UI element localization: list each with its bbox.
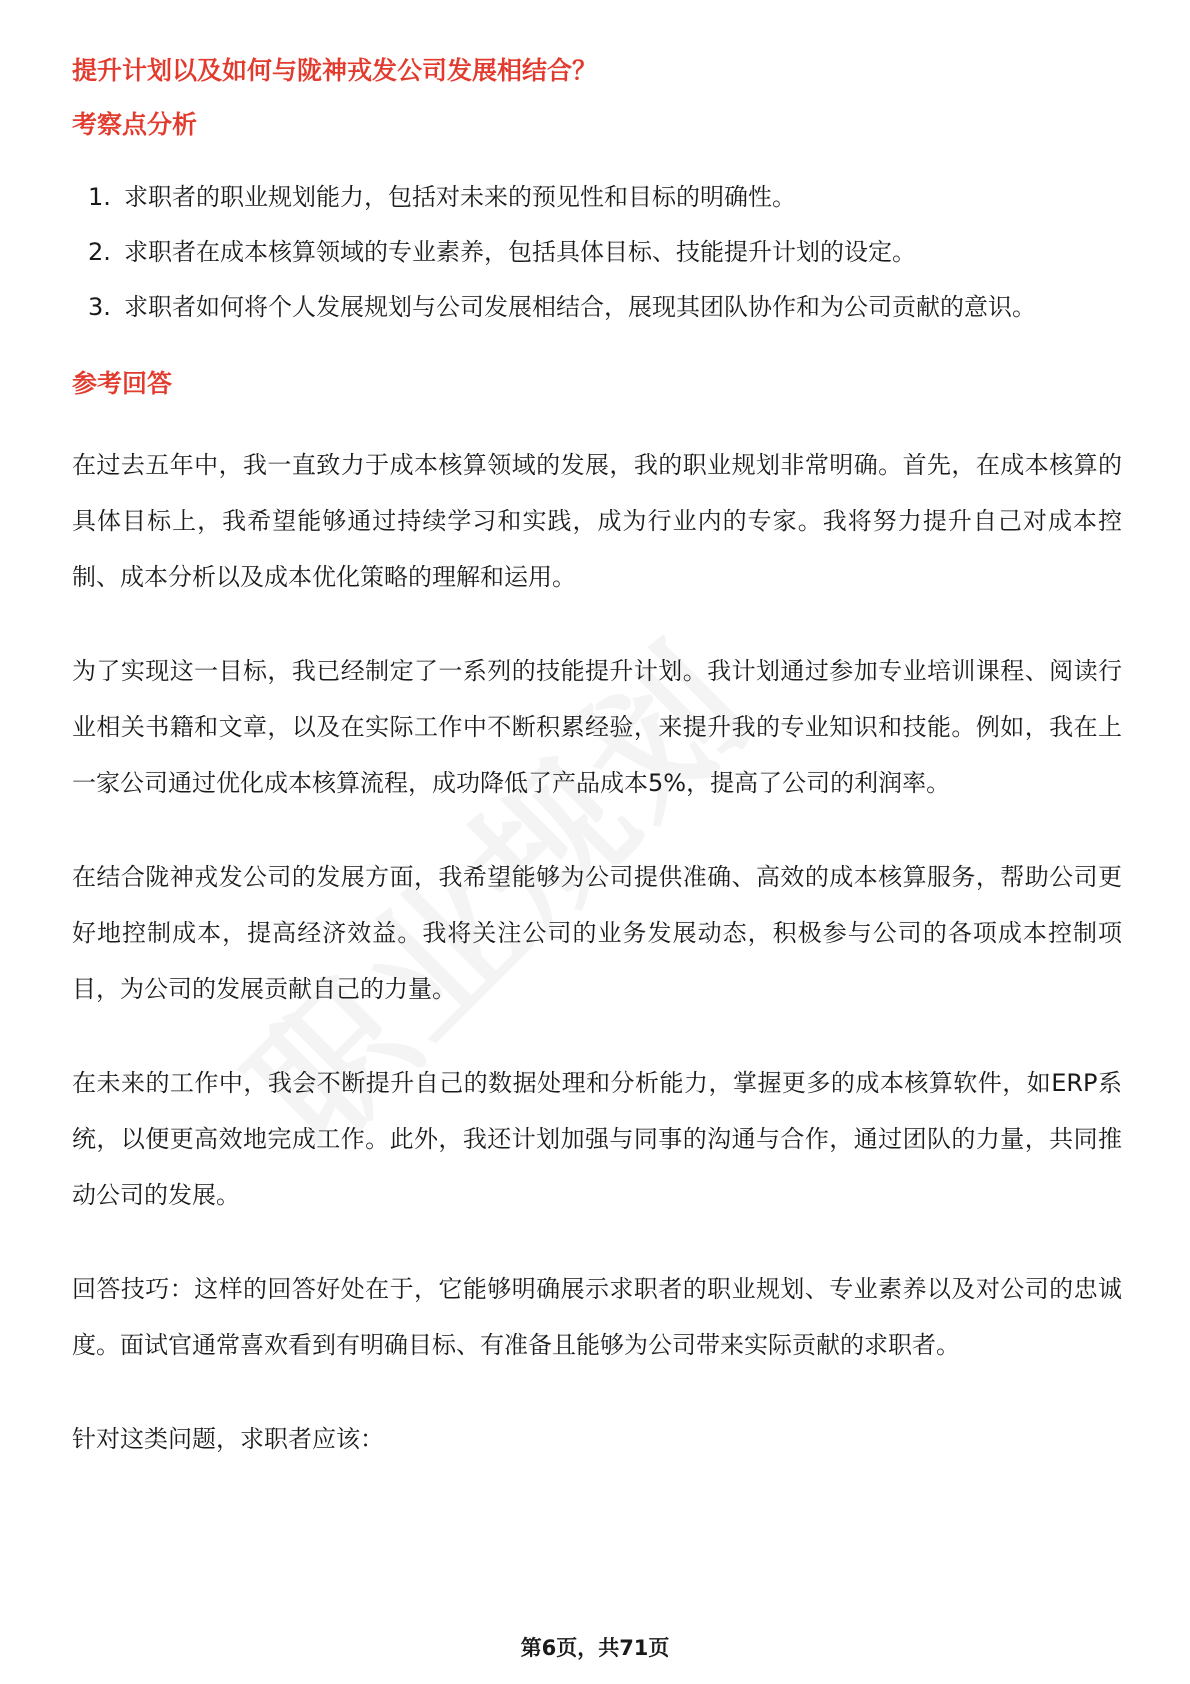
page-content xyxy=(72,48,1122,1467)
list-item-number: 1. xyxy=(88,183,111,211)
answer-heading: 参考回答 xyxy=(72,369,173,398)
list-item-text: 求职者的职业规划能力，包括对未来的预见性和目标的明确性。 xyxy=(124,183,796,211)
list-item-number: 3. xyxy=(88,293,111,321)
answer-paragraph: 为了实现这一目标，我已经制定了一系列的技能提升计划。我计划通过参加专业培训课程、阅读行业相关书籍和文章，以及在实际工作中不断积累经验，来提升我的专业知识和技能。例如，我在上一家公司通过优化成本核算流程，成功降低了产品成本5%，提高了公司的利润率。 xyxy=(72,657,1122,797)
list-item-number: 2. xyxy=(88,238,111,266)
answer-paragraph: 在未来的工作中，我会不断提升自己的数据处理和分析能力，掌握更多的成本核算软件，如ERP系统，以便更高效地完成工作。此外，我还计划加强与同事的沟通与合作，通过团队的力量，共同推动公司的发展。 xyxy=(72,1069,1122,1209)
answer-paragraph: 在结合陇神戎发公司的发展方面，我希望能够为公司提供准确、高效的成本核算服务，帮助公司更好地控制成本，提高经济效益。我将关注公司的业务发展动态，积极参与公司的各项成本控制项目，为公司的发展贡献自己的力量。 xyxy=(72,863,1122,1003)
closing-line: 针对这类问题，求职者应该： xyxy=(72,1425,384,1453)
list-item xyxy=(72,170,1124,225)
list-item xyxy=(72,280,1124,335)
analysis-heading: 考察点分析 xyxy=(72,110,198,139)
list-item-text: 求职者在成本核算领域的专业素养，包括具体目标、技能提升计划的设定。 xyxy=(124,238,916,266)
analysis-list xyxy=(72,170,1122,335)
tips-paragraph: 回答技巧：这样的回答好处在于，它能够明确展示求职者的职业规划、专业素养以及对公司的忠诚度。面试官通常喜欢看到有明确目标、有准备且能够为公司带来实际贡献的求职者。 xyxy=(72,1275,1122,1359)
answer-paragraph: 在过去五年中，我一直致力于成本核算领域的发展，我的职业规划非常明确。首先，在成本核算的具体目标上，我希望能够通过持续学习和实践，成为行业内的专家。我将努力提升自己对成本控制、成本分析以及成本优化策略的理解和运用。 xyxy=(72,451,1122,591)
question-title: 提升计划以及如何与陇神戎发公司发展相结合？ xyxy=(72,56,598,85)
page-number: 第6页，共71页 xyxy=(520,1636,670,1660)
list-item-text: 求职者如何将个人发展规划与公司发展相结合，展现其团队协作和为公司贡献的意识。 xyxy=(124,293,1036,321)
list-item xyxy=(72,225,1124,280)
